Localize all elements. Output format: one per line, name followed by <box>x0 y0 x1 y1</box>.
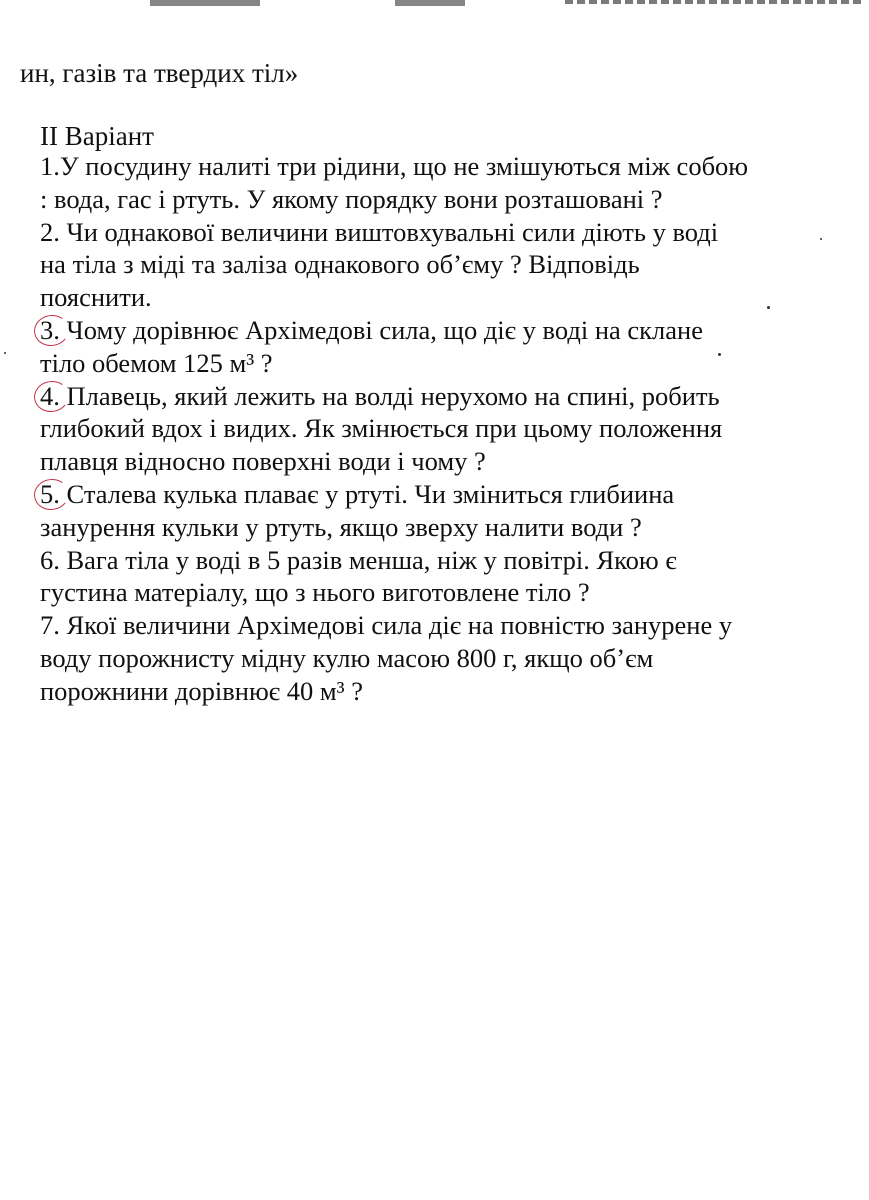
question-line <box>40 183 840 216</box>
question-item <box>40 150 840 216</box>
scan-speck <box>718 353 721 356</box>
question-text: пояснити. <box>40 282 152 313</box>
question-text: Якої величини Архімедові сила діє на повністю занурене у <box>59 610 733 641</box>
question-text: Чи однакової величини виштовхувальні сили діють у воді <box>59 216 719 247</box>
question-text: густина матеріалу, що з нього виготовлене тіло ? <box>40 577 590 608</box>
question-item <box>40 544 840 610</box>
question-line <box>40 281 840 314</box>
question-number: 6. <box>40 544 60 575</box>
question-line <box>40 150 840 183</box>
question-line <box>40 675 840 708</box>
scan-artifact <box>150 0 260 6</box>
question-text: Чому дорівнює Архімедові сила, що діє у воді на склане <box>59 314 703 345</box>
question-item <box>40 609 840 707</box>
question-text: воду порожнисту мідну кулю масою 800 г, якщо об’єм <box>40 642 654 673</box>
question-line <box>40 347 840 380</box>
question-number: 7. <box>40 610 60 641</box>
question-line <box>40 511 840 544</box>
question-line <box>40 576 840 609</box>
question-text: У посудину налиті три рідини, що не змішуються між собою <box>59 151 749 181</box>
scan-speck <box>767 306 770 309</box>
question-line <box>40 380 840 413</box>
question-text: порожнини дорівнює 40 м³ ? <box>40 675 363 706</box>
question-number: 5. <box>40 478 60 509</box>
scan-speck <box>4 352 6 354</box>
question-number: 4. <box>40 380 60 411</box>
question-number: 2. <box>40 216 60 247</box>
question-item <box>40 314 840 380</box>
variant-title: ІІ Варіант <box>40 121 154 151</box>
question-line <box>40 248 840 281</box>
scan-artifact <box>565 0 865 4</box>
question-text: плавця відносно поверхні води і чому ? <box>40 446 486 477</box>
question-line <box>40 445 840 478</box>
scan-speck <box>820 238 822 240</box>
question-text: : вода, гас і ртуть. У якому порядку вони розташовані ? <box>40 183 663 214</box>
question-item <box>40 478 840 544</box>
question-line <box>40 412 840 445</box>
scan-artifact <box>395 0 465 6</box>
question-item <box>40 380 840 478</box>
header-fragment: ин, газів та твердих тіл» <box>20 58 299 88</box>
question-line <box>40 314 840 347</box>
question-text: Сталева кулька плаває у ртуті. Чи зміниться глибиина <box>59 478 675 509</box>
question-text: Плавець, який лежить на волді нерухомо на спині, робить <box>59 380 720 411</box>
question-text: глибокий вдох і видих. Як змінюється при цьому положення <box>40 413 723 444</box>
question-line <box>40 609 840 642</box>
question-line <box>40 478 840 511</box>
question-text: на тіла з міді та заліза однакового об’єму ? Відповідь <box>40 249 640 280</box>
question-text: тіло обемом 125 м³ ? <box>40 347 273 378</box>
question-line <box>40 216 840 249</box>
question-text: занурення кульки у ртуть, якщо зверху налити води ? <box>40 511 642 542</box>
question-number: 3. <box>40 314 60 345</box>
question-list <box>40 150 840 708</box>
question-line <box>40 642 840 675</box>
question-text: Вага тіла у воді в 5 разів менша, ніж у повітрі. Якою є <box>59 544 677 575</box>
question-line <box>40 544 840 577</box>
question-item <box>40 216 840 314</box>
question-number: 1. <box>40 151 60 181</box>
